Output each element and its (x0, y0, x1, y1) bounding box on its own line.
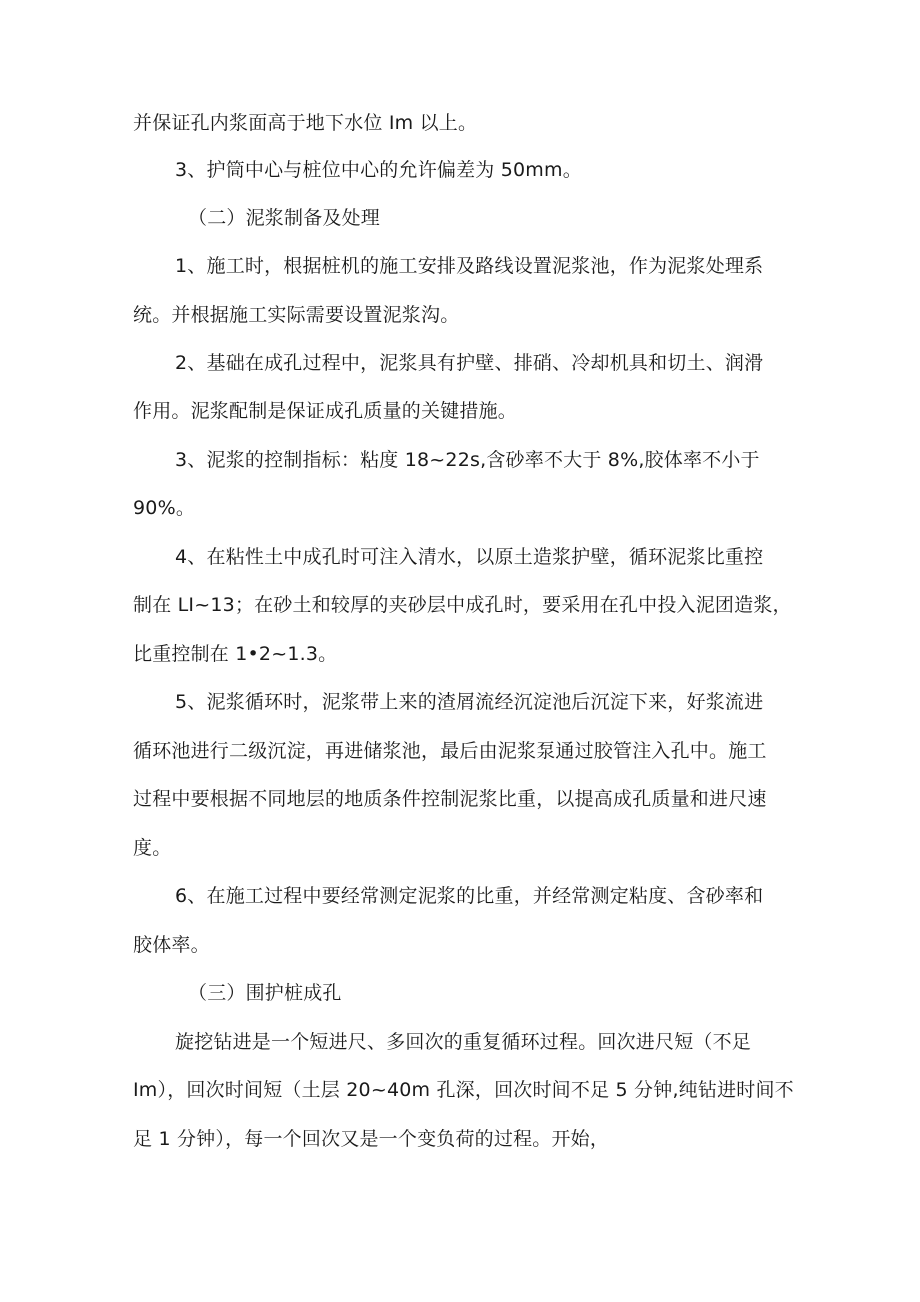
text-line: 制在 LI~13；在砂土和较厚的夹砂层中成孔时，要采用在孔中投入泥团造浆， (133, 594, 792, 616)
text-line: 并保证孔内浆面高于地下水位 Im 以上。 (133, 112, 478, 134)
text-line: 4、在粘性土中成孔时可注入清水，以原土造浆护壁，循环泥浆比重控 (175, 546, 764, 568)
text-line: 统。并根据施工实际需要设置泥浆沟。 (133, 304, 460, 326)
section-heading: （二）泥浆制备及处理 (188, 207, 381, 229)
text-line: 旋挖钻进是一个短进尺、多回次的重复循环过程。回次进尺短（不足 (175, 1031, 752, 1053)
text-line: 6、在施工过程中要经常测定泥浆的比重，并经常测定粘度、含砂率和 (175, 885, 764, 907)
text-line: 胶体率。 (133, 934, 210, 956)
text-line: 90%。 (133, 497, 196, 519)
text-line: 3、护筒中心与桩位中心的允许偏差为 50mm。 (175, 159, 582, 181)
text-line: 循环池进行二级沉淀，再进储浆池，最后由泥浆泵通过胶管注入孔中。施工 (133, 740, 767, 762)
section-heading: （三）围护桩成孔 (188, 982, 342, 1004)
text-line: 5、泥浆循环时，泥浆带上来的渣屑流经沉淀池后沉淀下来，好浆流进 (175, 691, 764, 713)
text-line: 1、施工时，根据桩机的施工安排及路线设置泥浆池，作为泥浆处理系 (175, 255, 764, 277)
text-line: 3、泥浆的控制指标：粘度 18~22s,含砂率不大于 8%,胶体率不小于 (175, 449, 760, 471)
text-line: 2、基础在成孔过程中，泥浆具有护壁、排硝、冷却机具和切土、润滑 (175, 352, 764, 374)
text-line: 过程中要根据不同地层的地质条件控制泥浆比重，以提高成孔质量和进尺速 (133, 788, 767, 810)
text-line: 度。 (133, 837, 172, 859)
text-line: 比重控制在 1•2~1.3。 (133, 643, 338, 665)
text-line: Im），回次时间短（土层 20~40m 孔深，回次时间不足 5 分钟,纯钻进时间不 (133, 1079, 794, 1101)
text-line: 足 1 分钟），每一个回次又是一个变负荷的过程。开始， (133, 1128, 610, 1150)
text-line: 作用。泥浆配制是保证成孔质量的关键措施。 (133, 400, 518, 422)
